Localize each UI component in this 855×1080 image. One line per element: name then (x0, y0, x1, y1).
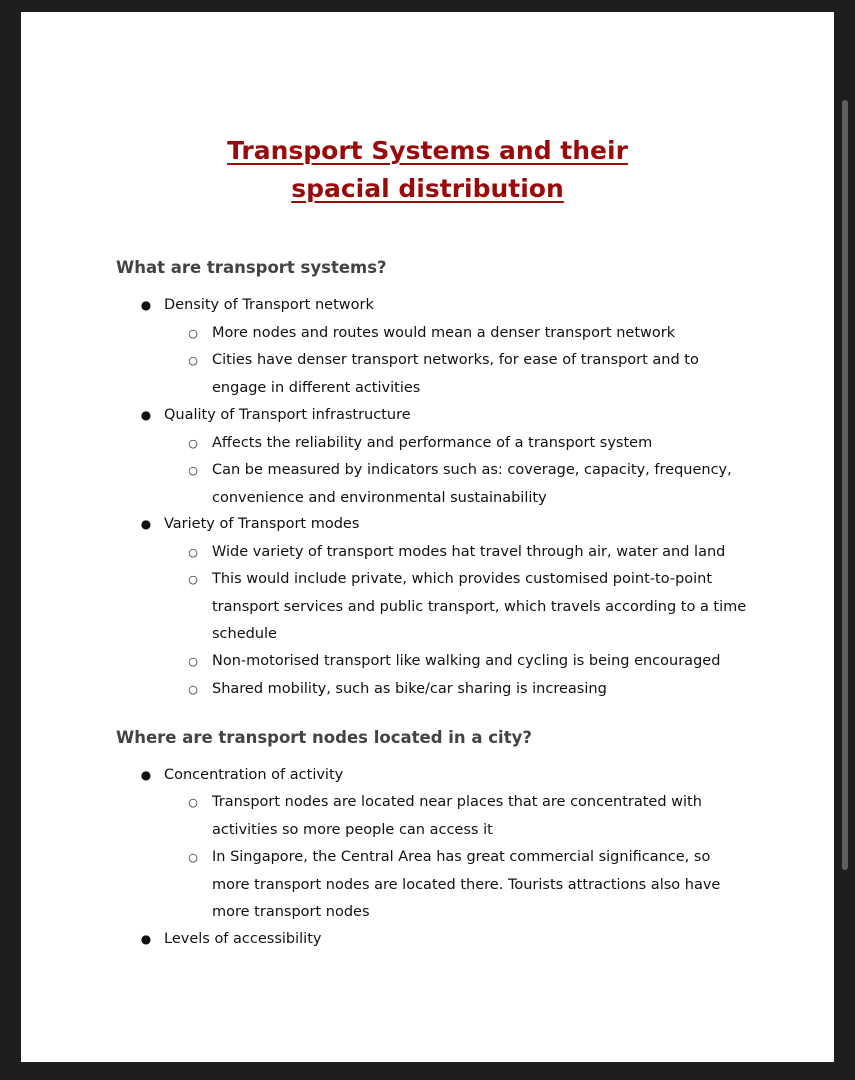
title-line-1: Transport Systems and their (227, 136, 628, 165)
vertical-scrollbar[interactable] (842, 100, 848, 870)
sub-list-item: ○ Transport nodes are located near places that are concentrated with activities so more people can access it (212, 789, 702, 844)
hollow-bullet-icon: ○ (188, 573, 198, 586)
document-title (21, 132, 834, 208)
hollow-bullet-icon: ○ (188, 796, 198, 809)
section-heading-transport-nodes: Where are transport nodes located in a city? (116, 728, 532, 747)
sub-list-item: ○ Cities have denser transport networks, for ease of transport and to engage in different activities (212, 347, 699, 402)
list-item-density: ● Density of Transport network (164, 292, 374, 320)
section-heading-transport-systems: What are transport systems? (116, 258, 387, 277)
hollow-bullet-icon: ○ (188, 464, 198, 477)
filled-bullet-icon: ● (140, 768, 152, 782)
hollow-bullet-icon: ○ (188, 655, 198, 668)
hollow-bullet-icon: ○ (188, 545, 198, 559)
hollow-bullet-icon: ○ (188, 326, 198, 340)
hollow-bullet-icon: ○ (188, 436, 198, 450)
list-item-accessibility: ● Levels of accessibility (164, 926, 321, 954)
hollow-bullet-icon: ○ (188, 682, 198, 696)
document-page (21, 12, 834, 1062)
list-item-quality: ● Quality of Transport infrastructure (164, 402, 411, 430)
filled-bullet-icon: ● (140, 932, 152, 946)
filled-bullet-icon: ● (140, 408, 152, 422)
list-item-concentration: ● Concentration of activity (164, 762, 343, 790)
filled-bullet-icon: ● (140, 517, 152, 531)
sub-list-item: ○ In Singapore, the Central Area has great commercial significance, so more transport nodes are located there. Tourists attractions also have more transport nodes (212, 844, 720, 927)
list-item-variety: ● Variety of Transport modes (164, 511, 359, 539)
sub-list-item: ○ More nodes and routes would mean a denser transport network (212, 320, 675, 348)
sub-list-item: ○ This would include private, which provides customised point-to-point transport services and public transport, which travels according to a time schedule (212, 566, 746, 649)
filled-bullet-icon: ● (140, 298, 152, 312)
sub-list-item: ○ Wide variety of transport modes hat travel through air, water and land (212, 539, 725, 567)
hollow-bullet-icon: ○ (188, 851, 198, 864)
sub-list-item: ○ Shared mobility, such as bike/car sharing is increasing (212, 676, 607, 704)
sub-list-item: ○ Can be measured by indicators such as: coverage, capacity, frequency, convenience and environmental sustainability (212, 457, 732, 512)
sub-list-item: ○ Affects the reliability and performance of a transport system (212, 430, 652, 458)
sub-list-item: ○ Non-motorised transport like walking and cycling is being encouraged (212, 648, 720, 676)
hollow-bullet-icon: ○ (188, 354, 198, 367)
title-line-2: spacial distribution (291, 174, 564, 203)
